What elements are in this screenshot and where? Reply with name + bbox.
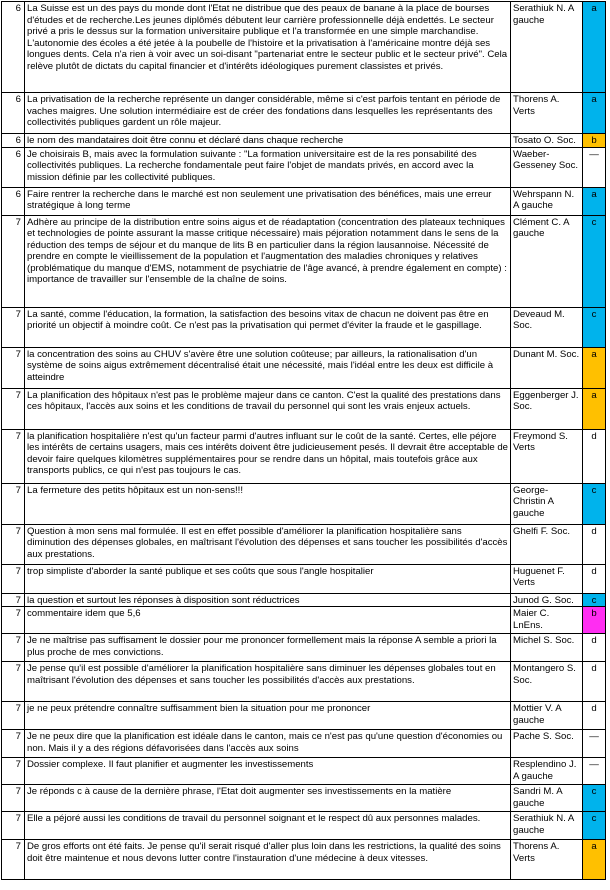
question-number: 7 xyxy=(2,758,25,785)
answer-code: c xyxy=(583,215,606,307)
table-row xyxy=(2,2,606,93)
question-number: 6 xyxy=(2,93,25,134)
table-row xyxy=(2,347,606,388)
comment-text: Je ne peux dire que la planification est idéale dans le canton, mais ce n'est pas qu'une question d'économies ou non. Mais il y a des régions défavorisées dans l'accès aux soins xyxy=(25,730,511,758)
comment-text: la planification hospitalière n'est qu'un facteur parmi d'autres influant sur le coût de la santé. Certes, elle péjore les intérêts de certains usagers, mais ces intérêts doivent être judicieusement pesés. Il devrait être acceptable de devoir faire quelques kilomètres supplémentaires pour se rendre dans un hôpital, mais toutefois grâce aux transports publics, ce qui n'est pas toujours le cas. xyxy=(25,429,511,483)
table-row xyxy=(2,93,606,134)
question-number: 7 xyxy=(2,730,25,758)
question-number: 7 xyxy=(2,785,25,812)
author-party: Huguenet F. Verts xyxy=(511,564,583,593)
answer-code: c xyxy=(583,307,606,347)
table-row xyxy=(2,564,606,593)
author-party: Michel S. Soc. xyxy=(511,634,583,662)
question-number: 7 xyxy=(2,524,25,564)
table-row xyxy=(2,429,606,483)
comment-text: Je ne maîtrise pas suffisament le dossier pour me prononcer formellement mais la réponse A semble a priori la plus proche de mes convictions. xyxy=(25,634,511,662)
author-party: Resplendino J. A gauche xyxy=(511,758,583,785)
answer-code: a xyxy=(583,388,606,429)
comments-table-body xyxy=(2,2,606,880)
author-party: Pache S. Soc. xyxy=(511,730,583,758)
table-row xyxy=(2,307,606,347)
author-party: Junod G. Soc. xyxy=(511,593,583,607)
comment-text: le nom des mandataires doit être connu et déclaré dans chaque recherche xyxy=(25,134,511,148)
answer-code: b xyxy=(583,134,606,148)
question-number: 7 xyxy=(2,388,25,429)
table-row xyxy=(2,483,606,524)
answer-code: c xyxy=(583,785,606,812)
comment-text: Adhère au principe de la distribution entre soins aigus et de réadaptation (concentration des plateaux techniques et technologies de pointe assurant la masse critique nécessaire) mais péjoration notamment dans le sens de la réduction des temps de séjour et du manque de lits B en particulier dans la région lausannoise. Nécessité de prendre en compte le vieillissement de la population et l'augmentation des maladies chroniques y relatives (problématique du manque d'EMS, notamment de psychiatrie de l'âge avancé, à prendre également en compte) : importance de travailler sur l'ensemble de la chaîne de soins. xyxy=(25,215,511,307)
author-party: Thorens A. Verts xyxy=(511,840,583,880)
answer-code: b xyxy=(583,607,606,634)
author-party: Thorens A. Verts xyxy=(511,93,583,134)
answer-code: — xyxy=(583,758,606,785)
question-number: 7 xyxy=(2,662,25,702)
answer-code: d xyxy=(583,662,606,702)
author-party: Tosato O. Soc. xyxy=(511,134,583,148)
question-number: 7 xyxy=(2,607,25,634)
question-number: 6 xyxy=(2,187,25,215)
comment-text: Je réponds c à cause de la dernière phrase, l'Etat doit augmenter ses investissements en la matière xyxy=(25,785,511,812)
question-number: 7 xyxy=(2,593,25,607)
question-number: 7 xyxy=(2,429,25,483)
table-row xyxy=(2,785,606,812)
author-party: Clément C. A gauche xyxy=(511,215,583,307)
author-party: Serathiuk N. A gauche xyxy=(511,2,583,93)
author-party: Maier C. LnEns. xyxy=(511,607,583,634)
answer-code: a xyxy=(583,93,606,134)
answer-code: d xyxy=(583,634,606,662)
table-row xyxy=(2,758,606,785)
answer-code: d xyxy=(583,702,606,730)
table-row xyxy=(2,840,606,880)
answer-code: c xyxy=(583,483,606,524)
comment-text: commentaire idem que 5,6 xyxy=(25,607,511,634)
author-party: Deveaud M. Soc. xyxy=(511,307,583,347)
answer-code: c xyxy=(583,812,606,840)
question-number: 6 xyxy=(2,2,25,93)
author-party: Sandri M. A gauche xyxy=(511,785,583,812)
table-row xyxy=(2,662,606,702)
question-number: 7 xyxy=(2,564,25,593)
author-party: Waeber-Gesseney Soc. xyxy=(511,147,583,187)
table-row xyxy=(2,388,606,429)
answer-code: d xyxy=(583,429,606,483)
comment-text: Question à mon sens mal formulée. Il est en effet possible d'améliorer la planification hospitalière sans diminution des dépenses globales, en maîtrisant l'évolution des dépenses et sans toucher les possibilités d'accès aux prestations. xyxy=(25,524,511,564)
table-row xyxy=(2,634,606,662)
comment-text: La privatisation de la recherche représente un danger considérable, même si c'est parfois tentant en période de vaches maigres. Une solution intermédiaire est de créer des fondations dans lesquelles les représentants des collectivités publiques gardent un rôle majeur. xyxy=(25,93,511,134)
question-number: 7 xyxy=(2,347,25,388)
comments-table xyxy=(1,1,606,880)
table-row xyxy=(2,702,606,730)
question-number: 7 xyxy=(2,812,25,840)
answer-code: d xyxy=(583,564,606,593)
author-party: Dunant M. Soc. xyxy=(511,347,583,388)
comment-text: Je choisirais B, mais avec la formulation suivante : "La formation universitaire est de la res ponsabilité des collectivités publiques. La recherche fondamentale peut faire l'objet de mandats privés, en accord avec la mission définie par les collectivité publiques. xyxy=(25,147,511,187)
question-number: 6 xyxy=(2,147,25,187)
table-row xyxy=(2,730,606,758)
question-number: 7 xyxy=(2,702,25,730)
answer-code: a xyxy=(583,2,606,93)
author-party: Mottier V. A gauche xyxy=(511,702,583,730)
author-party: Serathiuk N. A gauche xyxy=(511,812,583,840)
table-row xyxy=(2,147,606,187)
question-number: 7 xyxy=(2,215,25,307)
author-party: Ghelfi F. Soc. xyxy=(511,524,583,564)
question-number: 7 xyxy=(2,634,25,662)
answer-code: — xyxy=(583,147,606,187)
question-number: 7 xyxy=(2,307,25,347)
table-row xyxy=(2,812,606,840)
table-row xyxy=(2,215,606,307)
table-row xyxy=(2,187,606,215)
answer-code: c xyxy=(583,593,606,607)
author-party: Eggenberger J. Soc. xyxy=(511,388,583,429)
comment-text: La planification des hôpitaux n'est pas le problème majeur dans ce canton. C'est la qualité des prestations dans ces hôpitaux, l'accès aux soins et les conditions de travail du personnel qui sont les vrais enjeux actuels. xyxy=(25,388,511,429)
author-party: Wehrspann N. A gauche xyxy=(511,187,583,215)
author-party: George-Christin A gauche xyxy=(511,483,583,524)
comment-text: La Suisse est un des pays du monde dont l'Etat ne distribue que des peaux de banane à la place de bourses d'études et de recherche.Les jeunes diplômés débutent leur carrière professionnelle déjà endettés. Le secteur privé a pris le dessus sur la formation universitaire publique et l'a transformée en une simple marchandise. L'autonomie des écoles a été jetée à la poubelle de l'histoire et la privatisation à l'américaine montre déjà ses longues dents. Cela n'a rien à voir avec un soi-disant "partenariat entre le secteur public et le secteur privé". Cela relève plutôt de dictats du capital financier et d'intérêts idéologiques purement classistes et privés. xyxy=(25,2,511,93)
answer-code: d xyxy=(583,524,606,564)
table-row xyxy=(2,593,606,607)
comment-text: trop simpliste d'aborder la santé publique et ses coûts que sous l'angle hospitalier xyxy=(25,564,511,593)
comment-text: je ne peux prétendre connaître suffisamment bien la situation pour me prononcer xyxy=(25,702,511,730)
table-row xyxy=(2,524,606,564)
comment-text: La fermeture des petits hôpitaux est un non-sens!!! xyxy=(25,483,511,524)
table-row xyxy=(2,607,606,634)
question-number: 7 xyxy=(2,840,25,880)
comment-text: De gros efforts ont été faits. Je pense qu'il serait risqué d'aller plus loin dans les restrictions, la qualité des soins doit être maintenue et nous devons lutter contre l'instauration d'une médecine à deux vitesses. xyxy=(25,840,511,880)
comment-text: la question et surtout les réponses à disposition sont réductrices xyxy=(25,593,511,607)
answer-code: a xyxy=(583,347,606,388)
question-number: 7 xyxy=(2,483,25,524)
answer-code: a xyxy=(583,840,606,880)
table-row xyxy=(2,134,606,148)
author-party: Freymond S. Verts xyxy=(511,429,583,483)
answer-code: — xyxy=(583,730,606,758)
answer-code: a xyxy=(583,187,606,215)
comment-text: La santé, comme l'éducation, la formation, la satisfaction des besoins vitax de chacun ne doivent pas être en priorité un objectif à moindre coût. Ce n'est pas la privatisation qui permet d'éviter la fraude et le gaspillage. xyxy=(25,307,511,347)
comment-text: Faire rentrer la recherche dans le marché est non seulement une privatisation des bénéfices, mais une erreur stratégique à long terme xyxy=(25,187,511,215)
comment-text: Dossier complexe. Il faut planifier et augmenter les investissements xyxy=(25,758,511,785)
comment-text: Elle a péjoré aussi les conditions de travail du personnel soignant et le respect dû aux personnes malades. xyxy=(25,812,511,840)
question-number: 6 xyxy=(2,134,25,148)
comment-text: Je pense qu'il est possible d'améliorer la planification hospitalière sans diminuer les dépenses globales tout en maîtrisant l'évolution des dépenses et sans toucher les possibilités d'accès aux prestations. xyxy=(25,662,511,702)
comment-text: la concentration des soins au CHUV s'avère être une solution coûteuse; par ailleurs, la rationalisation d'un système de soins aigus extrêmement décentralisé était une nécessité, mais l'idéal entre les deux est difficile à atteindre xyxy=(25,347,511,388)
author-party: Montangero S. Soc. xyxy=(511,662,583,702)
